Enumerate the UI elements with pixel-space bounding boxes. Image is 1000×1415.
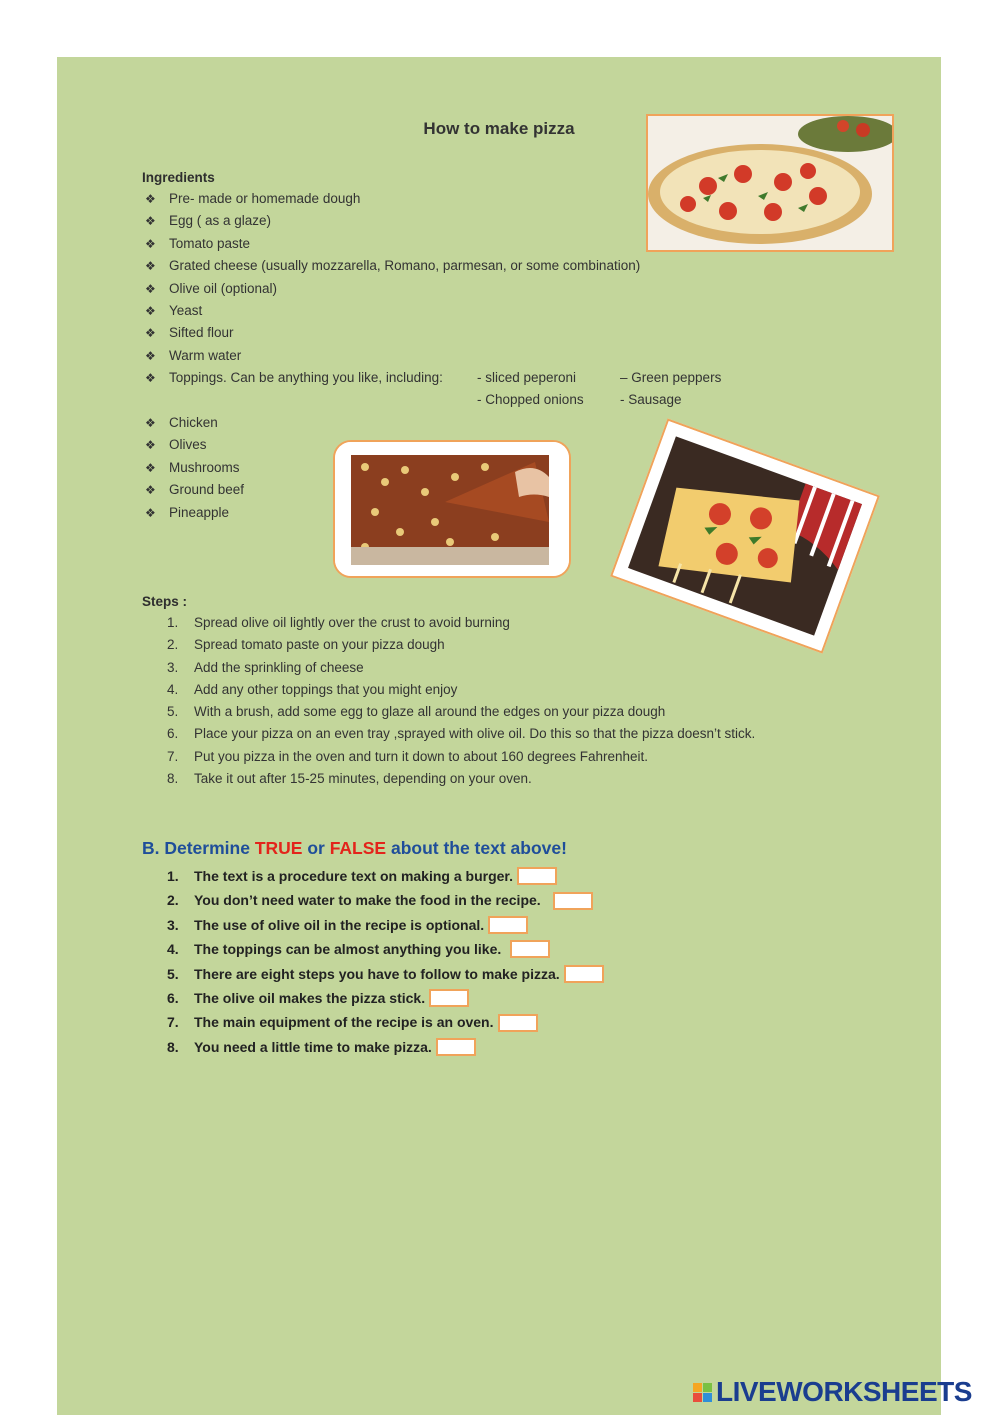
topping-option: - sliced peperoni [477, 370, 577, 385]
list-item: 7. Put you pizza in the oven and turn it down to about 160 degrees Fahrenheit. [167, 748, 649, 764]
bullet-diamond-icon: ❖ [145, 192, 156, 206]
list-item: ❖ Tomato paste [145, 233, 640, 255]
liveworksheets-logo [693, 1376, 972, 1408]
question-text: The text is a procedure text on making a burger. [194, 868, 513, 884]
logo-mark-icon [693, 1383, 712, 1402]
more-toppings-list [145, 412, 244, 524]
section-b-heading: B. Determine TRUE or FALSE about the text above! [142, 838, 567, 858]
answer-field-4[interactable] [510, 940, 550, 958]
question-text: The olive oil makes the pizza stick. [194, 989, 426, 1006]
question-row: 4. The toppings can be almost anything you like. [167, 937, 604, 961]
list-item: 5. With a brush, add some egg to glaze all around the edges on your pizza dough [167, 704, 666, 720]
topping-options-col1 [477, 367, 584, 412]
pizza-image [648, 116, 892, 250]
bullet-diamond-icon: ❖ [145, 483, 156, 498]
list-item: ❖ Warm water [145, 345, 640, 367]
topping-option: - Chopped onions [477, 392, 584, 408]
bullet-diamond-icon: ❖ [145, 505, 156, 520]
question-row: 1. The text is a procedure text on making a burger. [167, 864, 604, 888]
answer-field-2[interactable] [553, 892, 593, 910]
answer-field-6[interactable] [429, 989, 469, 1007]
list-item: 3. Add the sprinkling of cheese [167, 659, 364, 675]
topping-option: - Sausage [620, 392, 682, 408]
list-item: ❖ Chicken [145, 412, 244, 434]
list-item: 2. Spread tomato paste on your pizza dough [167, 637, 445, 653]
pizza-photo-top [646, 114, 894, 252]
false-word: FALSE [329, 838, 387, 858]
list-item: ❖ Olives [145, 434, 244, 456]
ingredients-list [145, 188, 640, 390]
bullet-diamond-icon: ❖ [145, 371, 156, 386]
bullet-diamond-icon: ❖ [145, 326, 156, 341]
steps-heading: Steps : [142, 594, 188, 609]
question-text: The use of olive oil in the recipe is optional. [194, 916, 485, 933]
question-row: 3. The use of olive oil in the recipe is optional. [167, 913, 604, 937]
pizza-slice-image [335, 442, 569, 576]
question-text: You need a little time to make pizza. [194, 1038, 432, 1055]
answer-field-5[interactable] [564, 965, 604, 983]
bullet-diamond-icon: ❖ [145, 281, 156, 296]
list-item: 8. Take it out after 15-25 minutes, depending on your oven. [167, 771, 532, 787]
answer-field-7[interactable] [498, 1014, 538, 1032]
list-item: ❖ Toppings. Can be anything you like, including: [145, 367, 640, 389]
question-row: 8. You need a little time to make pizza. [167, 1035, 604, 1059]
list-item: ❖ Sifted flour [145, 322, 640, 344]
bullet-diamond-icon: ❖ [145, 236, 156, 251]
bullet-diamond-icon: ❖ [145, 416, 156, 430]
answer-field-3[interactable] [488, 916, 528, 934]
answer-field-1[interactable] [517, 867, 557, 885]
list-item: ❖ Pineapple [145, 502, 244, 524]
logo-text: LIVEWORKSHEETS [716, 1376, 972, 1407]
list-item: ❖ Egg ( as a glaze) [145, 210, 640, 232]
question-row: 7. The main equipment of the recipe is an oven. [167, 1010, 604, 1034]
answer-field-8[interactable] [436, 1038, 476, 1056]
topping-option: – Green peppers [620, 370, 722, 385]
question-text: The toppings can be almost anything you like. [194, 941, 502, 958]
list-item: 1. Spread olive oil lightly over the crust to avoid burning [167, 615, 510, 630]
question-text: There are eight steps you have to follow to make pizza. [194, 965, 560, 982]
bullet-diamond-icon: ❖ [145, 303, 156, 318]
topping-options-col2 [620, 367, 721, 412]
list-item: ❖ Mushrooms [145, 457, 244, 479]
list-item: ❖ Ground beef [145, 479, 244, 501]
question-row: 5. There are eight steps you have to follow to make pizza. [167, 962, 604, 986]
list-item: 6. Place your pizza on an even tray ,sprayed with olive oil. Do this so that the pizza doesn’t stick. [167, 726, 756, 742]
question-row: 2. You don’t need water to make the food in the recipe. [167, 888, 604, 912]
page-title: How to make pizza [423, 119, 575, 138]
question-text: You don’t need water to make the food in the recipe. [194, 892, 541, 909]
list-item: 4. Add any other toppings that you might enjoy [167, 681, 458, 697]
question-row: 6. The olive oil makes the pizza stick. [167, 986, 604, 1010]
list-item: ❖ Yeast [145, 300, 640, 322]
true-word: TRUE [254, 838, 303, 858]
list-item: ❖ Grated cheese (usually mozzarella, Romano, parmesan, or some combination) [145, 255, 640, 277]
bullet-diamond-icon: ❖ [145, 259, 156, 274]
true-false-questions [167, 864, 604, 1059]
bullet-diamond-icon: ❖ [145, 438, 156, 453]
bullet-diamond-icon: ❖ [145, 348, 156, 363]
steps-list [167, 612, 755, 790]
list-item: ❖ Olive oil (optional) [145, 278, 640, 300]
list-item: ❖ Pre- made or homemade dough [145, 188, 640, 210]
bullet-diamond-icon: ❖ [145, 214, 156, 229]
ingredients-heading: Ingredients [142, 170, 215, 185]
worksheet-page [57, 57, 941, 1415]
bullet-diamond-icon: ❖ [145, 460, 156, 475]
pizza-slice-photo [333, 440, 571, 578]
question-text: The main equipment of the recipe is an oven. [194, 1014, 494, 1031]
